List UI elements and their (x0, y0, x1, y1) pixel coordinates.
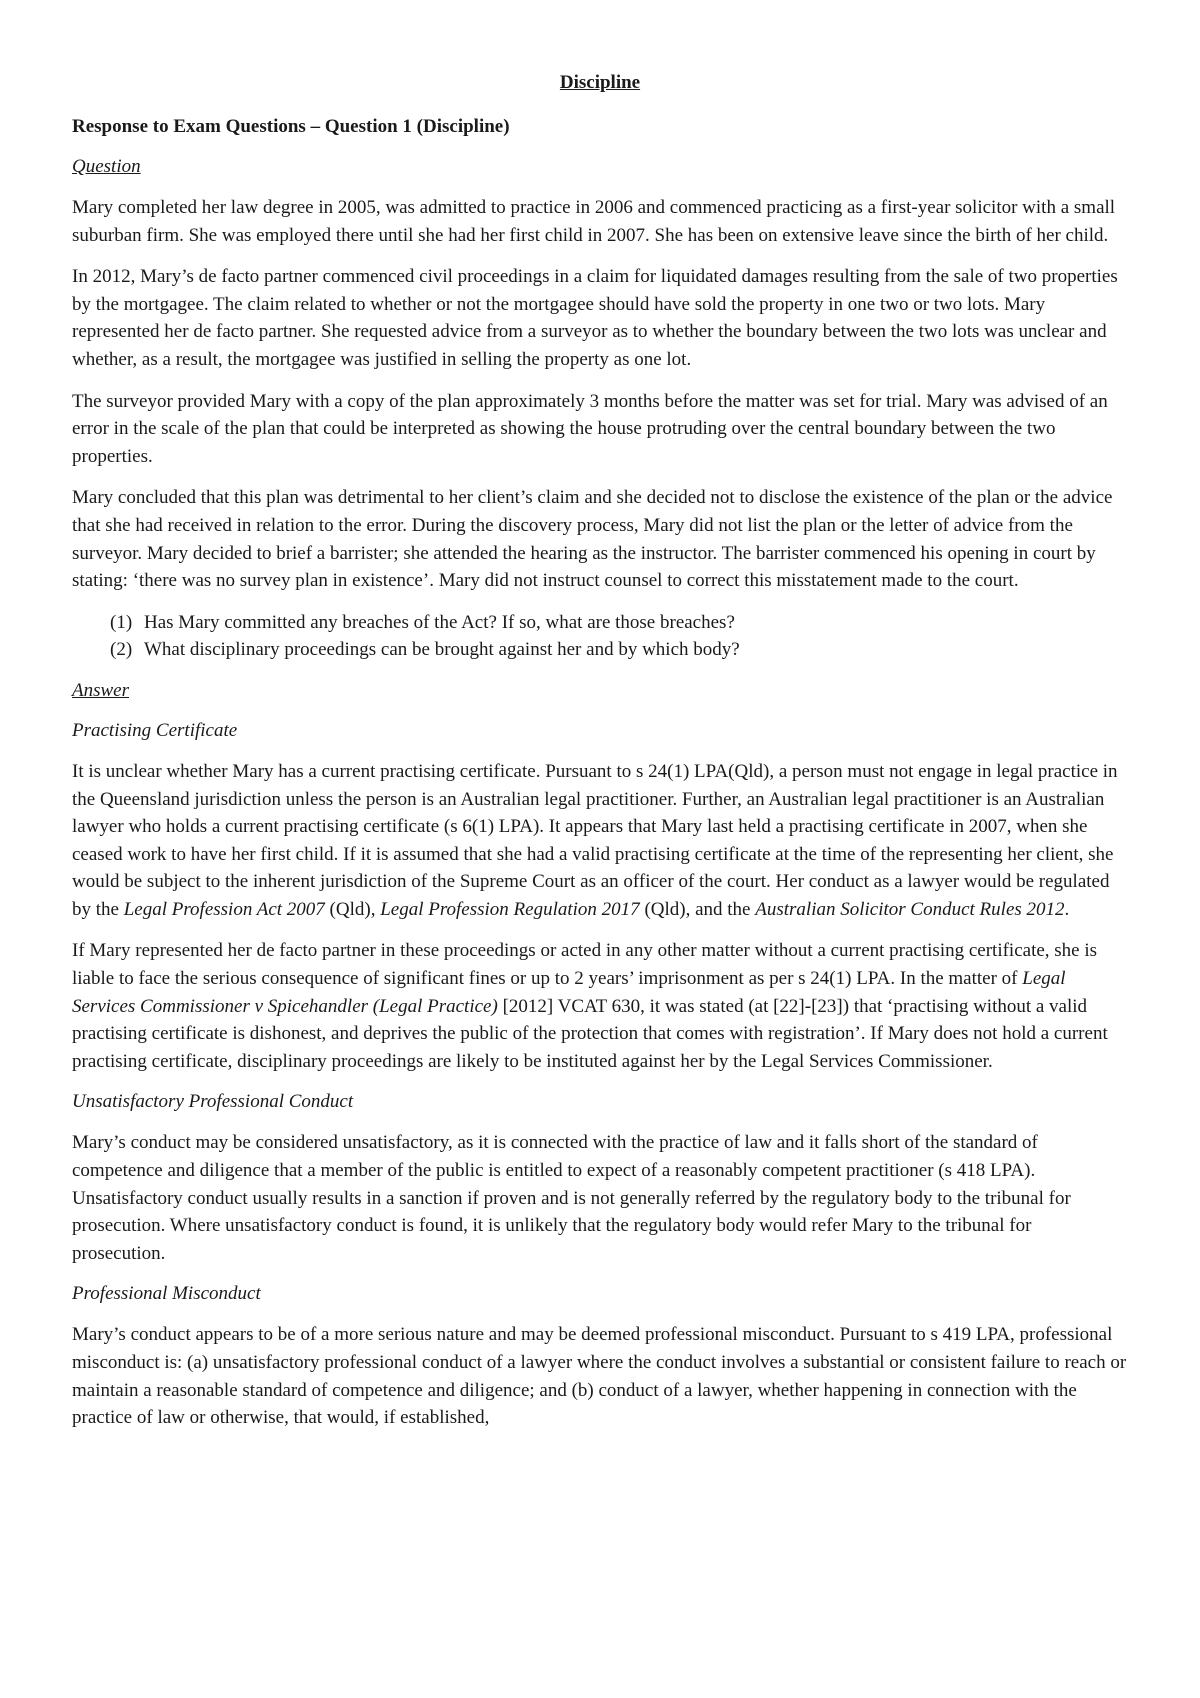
practising-certificate-paragraph-1 (72, 758, 1128, 924)
question-text: Has Mary committed any breaches of the Act? If so, what are those breaches? (144, 611, 735, 633)
question-number: (1) (110, 611, 133, 633)
question-paragraph-1: Mary completed her law degree in 2005, was admitted to practice in 2006 and commenced practicing as a first-year solicitor with a small suburban firm. She was employed there until she had her first child in 2007. She has been on extensive leave since the birth of her child. (72, 197, 1116, 246)
question-paragraph-2: In 2012, Mary’s de facto partner commenced civil proceedings in a claim for liquidated damages resulting from the sale of two properties by the mortgagee. The claim related to whether or not the mortgagee should have sold the property in one two or two lots. Mary represented her de facto partner. She requested advice from a surveyor as to whether the boundary between the two lots was unclear and whether, as a result, the mortgagee was justified in selling the property as one lot. (72, 266, 1118, 370)
case-name: Legal Services Commissioner v Spicehandler (Legal Practice) (72, 968, 1066, 1017)
question-paragraph-4: Mary concluded that this plan was detrimental to her client’s claim and she decided not to disclose the existence of the plan or the advice that she had received in relation to the error. During the discovery process, Mary did not list the plan or the letter of advice from the surveyor. Mary decided to brief a barrister; she attended the hearing as the instructor. The barrister commenced his opening in court by stating: ‘there was no survey plan in existence’. Mary did not instruct counsel to correct this misstatement made to the court. (72, 487, 1113, 592)
paragraph-text: It is unclear whether Mary has a current practising certificate. Pursuant to s 24(1) LPA(Qld), a person must not engage in legal practice in the Queensland jurisdiction unless the person is an Australian legal practitioner. Further, an Australian legal practitioner is an Australian lawyer who holds a current practising certificate (s 6(1) LPA). It appears that Mary last held a practising certificate in 2007, when she ceased work to have her first child. If it is assumed that she had a valid practising certificate at the time of the representing her client, she would be subject to the inherent jurisdiction of the Supreme Court as an officer of the court. Her conduct as a lawyer would be regulated by the (72, 760, 1118, 920)
document-subheading: Response to Exam Questions – Question 1 (Discipline) (72, 116, 510, 137)
unsatisfactory-conduct-paragraph: Mary’s conduct may be considered unsatisfactory, as it is connected with the practice of law and it falls short of the standard of competence and diligence that a member of the public is entitled to expect of a reasonably competent practitioner (s 418 LPA). Unsatisfactory conduct usually results in a sanction if proven and is not generally referred by the regulatory body to the tribunal for prosecution. Where unsatisfactory conduct is found, it is unlikely that the regulatory body would refer Mary to the tribunal for prosecution. (72, 1132, 1071, 1264)
paragraph-text: . (1064, 898, 1070, 920)
paragraph-text: [2012] VCAT 630, it was stated (at [22]-[23]) that ‘practising without a valid practising certificate is dishonest, and deprives the public of the protection that comes with registration’. If Mary does not hold a current practising certificate, disciplinary proceedings are likely to be instituted against her by the Legal Services Commissioner. (72, 995, 1108, 1072)
paragraph-text: (Qld), and the (639, 898, 756, 920)
legislation-title: Australian Solicitor Conduct Rules 2012 (755, 898, 1065, 920)
paragraph-text: If Mary represented her de facto partner in these proceedings or acted in any other matter without a current practising certificate, she is liable to face the serious consequence of significant fines or up to 2 years’ imprisonment as per s 24(1) LPA. In the matter of (72, 940, 1098, 990)
legislation-title: Legal Profession Regulation 2017 (380, 898, 640, 920)
paragraph-text: (Qld), (324, 898, 381, 920)
question-item (72, 636, 1128, 664)
question-text: What disciplinary proceedings can be brought against her and by which body? (144, 639, 740, 661)
professional-misconduct-paragraph: Mary’s conduct appears to be of a more serious nature and may be deemed professional misconduct. Pursuant to s 419 LPA, professional misconduct is: (a) unsatisfactory professional conduct of a lawyer where the conduct involves a substantial or consistent failure to reach or maintain a reasonable standard of competence and diligence; and (b) conduct of a lawyer, whether happening in connection with the practice of law or otherwise, that would, if established, (72, 1324, 1127, 1429)
question-heading: Question (72, 156, 141, 177)
question-item (72, 609, 1128, 637)
unsatisfactory-conduct-heading: Unsatisfactory Professional Conduct (72, 1091, 354, 1113)
question-number: (2) (110, 639, 133, 661)
legislation-title: Legal Profession Act 2007 (123, 898, 325, 920)
answer-heading: Answer (72, 679, 129, 701)
document-title: Discipline (559, 72, 641, 93)
question-paragraph-3: The surveyor provided Mary with a copy of the plan approximately 3 months before the matter was set for trial. Mary was advised of an error in the scale of the plan that could be interpreted as showing the house protruding over the central boundary between the two properties. (72, 390, 1108, 467)
professional-misconduct-heading: Professional Misconduct (72, 1283, 261, 1305)
question-list (72, 609, 1128, 664)
practising-certificate-heading: Practising Certificate (72, 719, 238, 741)
practising-certificate-paragraph-2 (72, 937, 1128, 1075)
